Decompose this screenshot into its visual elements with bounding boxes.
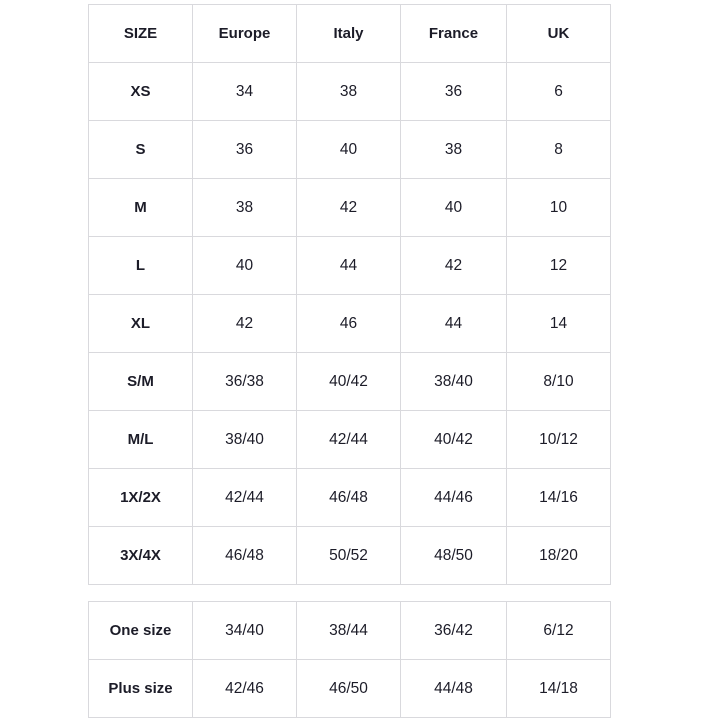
cell-france: 40 [401,179,507,237]
row-label: M/L [89,411,193,469]
row-label: One size [89,602,193,660]
cell-france: 38 [401,121,507,179]
cell-europe: 38/40 [193,411,297,469]
cell-europe: 42/44 [193,469,297,527]
cell-europe: 46/48 [193,527,297,585]
table-row [89,602,611,660]
cell-europe: 42/46 [193,660,297,718]
cell-france: 36/42 [401,602,507,660]
row-label: XL [89,295,193,353]
cell-uk: 8 [507,121,611,179]
cell-italy: 46/48 [297,469,401,527]
table-row [89,411,611,469]
cell-italy: 46 [297,295,401,353]
cell-uk: 6 [507,63,611,121]
row-label: L [89,237,193,295]
special-sizes-table-container [88,601,610,718]
table-row [89,63,611,121]
table-row [89,469,611,527]
cell-italy: 50/52 [297,527,401,585]
column-header-uk: UK [507,5,611,63]
cell-europe: 38 [193,179,297,237]
cell-italy: 38/44 [297,602,401,660]
cell-europe: 34/40 [193,602,297,660]
row-label: 1X/2X [89,469,193,527]
cell-france: 40/42 [401,411,507,469]
cell-uk: 8/10 [507,353,611,411]
column-header-italy: Italy [297,5,401,63]
cell-france: 44/48 [401,660,507,718]
column-header-size: SIZE [89,5,193,63]
cell-france: 42 [401,237,507,295]
cell-france: 36 [401,63,507,121]
cell-italy: 40 [297,121,401,179]
cell-france: 48/50 [401,527,507,585]
cell-italy: 38 [297,63,401,121]
cell-europe: 36/38 [193,353,297,411]
size-conversion-table [88,4,611,585]
size-conversion-table-container [88,4,610,585]
table-body [89,63,611,585]
cell-france: 44/46 [401,469,507,527]
cell-europe: 42 [193,295,297,353]
table-header [89,5,611,63]
column-header-france: France [401,5,507,63]
table-row [89,121,611,179]
cell-uk: 10 [507,179,611,237]
table-row [89,237,611,295]
column-header-europe: Europe [193,5,297,63]
table-row [89,527,611,585]
cell-uk: 18/20 [507,527,611,585]
row-label: M [89,179,193,237]
cell-italy: 46/50 [297,660,401,718]
cell-uk: 12 [507,237,611,295]
cell-italy: 40/42 [297,353,401,411]
row-label: Plus size [89,660,193,718]
table-row [89,179,611,237]
cell-italy: 42/44 [297,411,401,469]
row-label: S/M [89,353,193,411]
cell-italy: 44 [297,237,401,295]
cell-uk: 6/12 [507,602,611,660]
cell-france: 38/40 [401,353,507,411]
table-row [89,353,611,411]
cell-europe: 36 [193,121,297,179]
cell-uk: 14/16 [507,469,611,527]
row-label: 3X/4X [89,527,193,585]
cell-italy: 42 [297,179,401,237]
special-sizes-table [88,601,611,718]
table-header-row [89,5,611,63]
cell-uk: 14/18 [507,660,611,718]
cell-europe: 40 [193,237,297,295]
special-sizes-table-body [89,602,611,718]
row-label: XS [89,63,193,121]
cell-uk: 10/12 [507,411,611,469]
table-row [89,660,611,718]
row-label: S [89,121,193,179]
cell-europe: 34 [193,63,297,121]
table-row [89,295,611,353]
cell-france: 44 [401,295,507,353]
cell-uk: 14 [507,295,611,353]
